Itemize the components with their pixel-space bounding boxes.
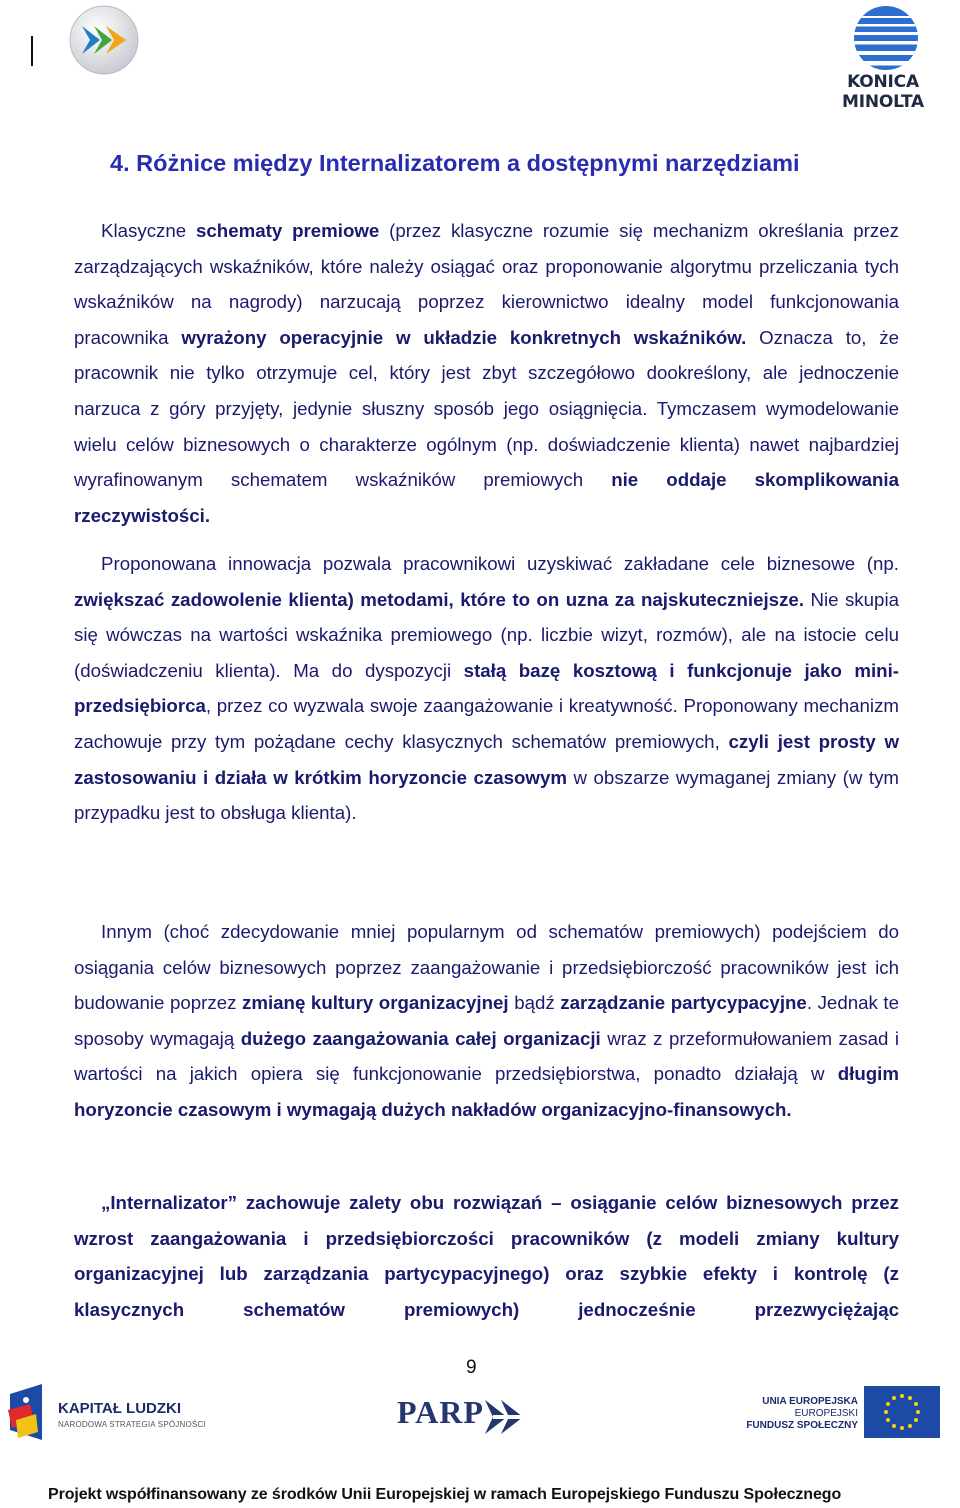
eu-text <box>746 1396 858 1432</box>
kapital-ludzki-title: KAPITAŁ LUDZKI <box>58 1400 182 1417</box>
paragraph-3: Innym (choć zdecydowanie mniej popularnym od schematów premiowych) podejściem do osiągania celów biznesowych poprzez zaangażowanie i przedsiębiorczość pracowników jest ich budowanie poprzez zmianę kultury organizacyjnej bądź zarządzanie partycypacyjne. Jednak te sposoby wymagają dużego zaangażowania całej organizacji wraz z przeformułowaniem zasad i wartości na jakich opiera się funkcjonowanie przedsiębiorstwa, ponadto działają w długim horyzoncie czasowym i wymagają dużych nakładów organizacyjno-finansowych. <box>74 921 899 1120</box>
kapital-ludzki-logo <box>6 1380 206 1446</box>
eu-line-2: EUROPEJSKI <box>794 1408 858 1419</box>
arrows-logo-icon <box>66 4 142 76</box>
paragraph-4: „Internalizator” zachowuje zalety obu rozwiązań – osiąganie celów biznesowych przez wzrost zaangażowania i przedsiębiorczości pracowników (z modeli zmiany kultury organizacyjnej lub zarządzania partycypacyjnego) oraz szybkie efekty i kontrolę (z klasycznych schematów premiowych) jednocześnie przezwyciężając <box>74 1192 899 1320</box>
paragraph-2: Proponowana innowacja pozwala pracownikowi uzyskiwać zakładane cele biznesowe (np. zwiększać zadowolenie klienta) metodami, które to on uzna za najskuteczniejsze. Nie skupia się wówczas na wartości wskaźnika premiowego (np. liczbie wizyt, rozmów), ale na istocie celu (doświadczeniu klienta). Ma do dyspozycji stałą bazę kosztową i funkcjonuje jako mini-przedsiębiorca, przez co wyzwala swoje zaangażowanie i kreatywność. Proponowany mechanizm zachowuje przy tym pożądane cechy klasycznych schematów premiowych, czyli jest prosty w zastosowaniu i działa w krótkim horyzoncie czasowym w obszarze wymaganej zmiany (w tym przypadku jest to obsługa klienta). <box>74 553 899 824</box>
eu-line-3: FUNDUSZ SPOŁECZNY <box>746 1420 858 1431</box>
paragraph-1: Klasyczne schematy premiowe (przez klasyczne rozumie się mechanizm określania przez zarządzających wskaźników, które należy osiągać oraz proponowanie algorytmu przeliczania tych wskaźników na nagrody) narzucają poprzez kierownictwo idealny model funkcjonowania pracownika wyrażony operacyjnie w układzie konkretnych wskaźników. Oznacza to, że pracownik nie tylko otrzymuje cel, który jest zbyt szczegółowo dookreślony, ale jednoczenie narzuca z góry przyjęty, jedynie słuszny sposób jego osiągnięcia. Tymczasem wymodelowanie wielu celów biznesowych o charakterze ogólnym (np. doświadczenie klienta) nawet najbardziej wyrafinowanym schematem wskaźników premiowych nie oddaje skomplikowania rzeczywistości. <box>74 220 900 526</box>
parp-logo <box>397 1394 547 1444</box>
globe-icon <box>852 4 920 72</box>
parp-arrows-icon <box>485 1394 531 1440</box>
eu-logo <box>746 1386 946 1446</box>
footer-logos <box>0 1372 960 1472</box>
konica-minolta-logo <box>808 4 958 112</box>
parp-wordmark: PARP <box>397 1394 484 1430</box>
page-number: 9 <box>466 1357 477 1378</box>
section-heading: 4. Różnice między Internalizatorem a dostępnymi narzędziami <box>110 150 800 176</box>
header-divider <box>31 36 33 66</box>
eu-flag-icon <box>864 1386 940 1438</box>
company-name: KONICA MINOLTA <box>842 72 924 112</box>
funding-statement: Projekt współfinansowany ze środków Unii Europejskiej w ramach Europejskiego Funduszu Społecznego <box>48 1486 842 1503</box>
kapital-ludzki-icon <box>6 1380 52 1446</box>
kapital-ludzki-subtitle: NARODOWA STRATEGIA SPÓJNOŚCI <box>58 1420 206 1429</box>
eu-line-1: UNIA EUROPEJSKA <box>762 1396 858 1407</box>
